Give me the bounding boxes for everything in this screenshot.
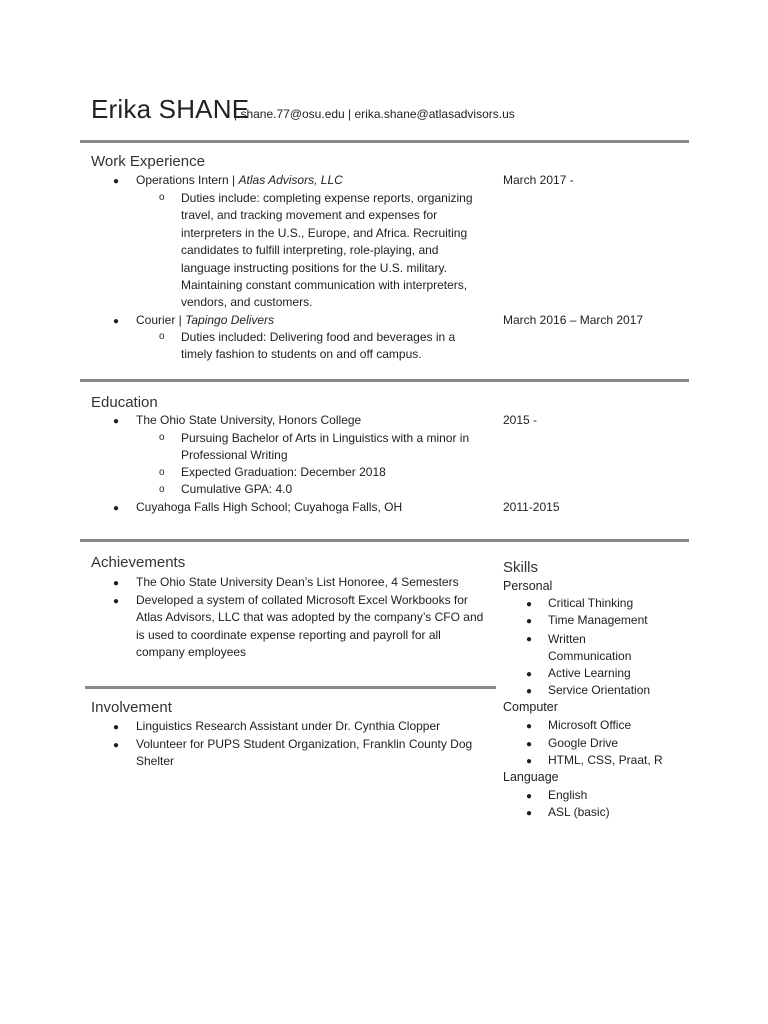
- sub-bullet-icon: o: [159, 484, 165, 495]
- bullet-icon: ●: [113, 722, 120, 733]
- bullet-icon: ●: [526, 791, 533, 802]
- bullet-icon: ●: [113, 176, 120, 187]
- job-duties: Duties included: Delivering food and beverages in a timely fashion to students on and off campus.: [181, 330, 456, 362]
- achievement-item: The Ohio State University Dean’s List Honoree, 4 Semesters: [136, 575, 459, 589]
- school-name: Cuyahoga Falls High School; Cuyahoga Falls, OH: [136, 500, 403, 514]
- skills-heading: Skills: [503, 559, 539, 576]
- bullet-icon: ●: [526, 756, 533, 767]
- school-date: 2011-2015: [503, 500, 560, 514]
- skill-item: HTML, CSS, Praat, R: [548, 753, 663, 767]
- job-title: [136, 173, 343, 187]
- achievements-heading: Achievements: [91, 554, 186, 571]
- school-detail: Cumulative GPA: 4.0: [181, 482, 293, 496]
- sub-bullet-icon: o: [159, 331, 165, 342]
- bullet-icon: ●: [113, 316, 120, 327]
- bullet-icon: ●: [526, 739, 533, 750]
- sub-bullet-icon: o: [159, 467, 165, 478]
- bullet-icon: ●: [526, 686, 533, 697]
- job-title: [136, 313, 274, 327]
- skill-group-label: Language: [503, 770, 559, 784]
- skill-item: Time Management: [548, 613, 648, 627]
- achievement-item: Developed a system of collated Microsoft Excel Workbooks for Atlas Advisors, LLC that was adopted by the company’s CFO and is used to coordinate expense reporting and payroll for all company employees: [136, 593, 484, 660]
- skill-item: ASL (basic): [548, 805, 610, 819]
- work-divider: [80, 379, 689, 382]
- job-duties: Duties include: completing expense reports, organizing travel, and tracking movement and expenses for interpreters in the U.S., Europe, and Africa. Recruiting candidates to fulfill interpreting, role-playing, and language instructing positions for the U.S. military. Maintaining constant communication with interpreters, vendors, and customers.: [181, 191, 473, 310]
- bullet-icon: ●: [526, 599, 533, 610]
- school-name: The Ohio State University, Honors College: [136, 413, 362, 427]
- bullet-icon: ●: [113, 596, 120, 607]
- sub-bullet-icon: o: [159, 192, 165, 203]
- education-divider: [80, 539, 689, 542]
- job-organization: Tapingo Delivers: [185, 313, 275, 327]
- job-role: Operations Intern |: [136, 173, 239, 187]
- work-experience-heading: Work Experience: [91, 153, 205, 170]
- school-detail: Expected Graduation: December 2018: [181, 465, 386, 479]
- skill-item: English: [548, 788, 588, 802]
- involvement-heading: Involvement: [91, 699, 172, 716]
- contact-line: | shane.77@osu.edu | erika.shane@atlasadvisors.us: [234, 107, 515, 121]
- bullet-icon: ●: [113, 740, 120, 751]
- education-heading: Education: [91, 394, 158, 411]
- job-date: March 2017 -: [503, 173, 574, 187]
- skill-item: Written Communication: [548, 632, 632, 664]
- school-date: 2015 -: [503, 413, 538, 427]
- bullet-icon: ●: [526, 634, 533, 645]
- candidate-name: Erika SHANE: [91, 94, 250, 124]
- job-role: Courier |: [136, 313, 186, 327]
- bullet-icon: ●: [526, 808, 533, 819]
- bullet-icon: ●: [526, 721, 533, 732]
- involvement-item: Linguistics Research Assistant under Dr. Cynthia Clopper: [136, 719, 441, 733]
- bullet-icon: ●: [526, 669, 533, 680]
- job-date: March 2016 – March 2017: [503, 313, 644, 327]
- sub-bullet-icon: o: [159, 432, 165, 443]
- skill-group-label: Computer: [503, 700, 558, 714]
- header-divider: [80, 140, 689, 143]
- achievements-divider: [85, 686, 496, 689]
- skill-item: Google Drive: [548, 736, 619, 750]
- skill-item: Active Learning: [548, 666, 631, 680]
- skill-item: Critical Thinking: [548, 596, 634, 610]
- bullet-icon: ●: [113, 416, 120, 427]
- skill-item: Microsoft Office: [548, 718, 632, 732]
- school-detail: Pursuing Bachelor of Arts in Linguistics with a minor in Professional Writing: [181, 431, 470, 463]
- skill-item: Service Orientation: [548, 683, 651, 697]
- bullet-icon: ●: [113, 503, 120, 514]
- skill-group-label: Personal: [503, 579, 553, 593]
- involvement-item: Volunteer for PUPS Student Organization, Franklin County Dog Shelter: [136, 737, 473, 769]
- bullet-icon: ●: [113, 578, 120, 589]
- bullet-icon: ●: [526, 616, 533, 627]
- job-organization: Atlas Advisors, LLC: [238, 173, 343, 187]
